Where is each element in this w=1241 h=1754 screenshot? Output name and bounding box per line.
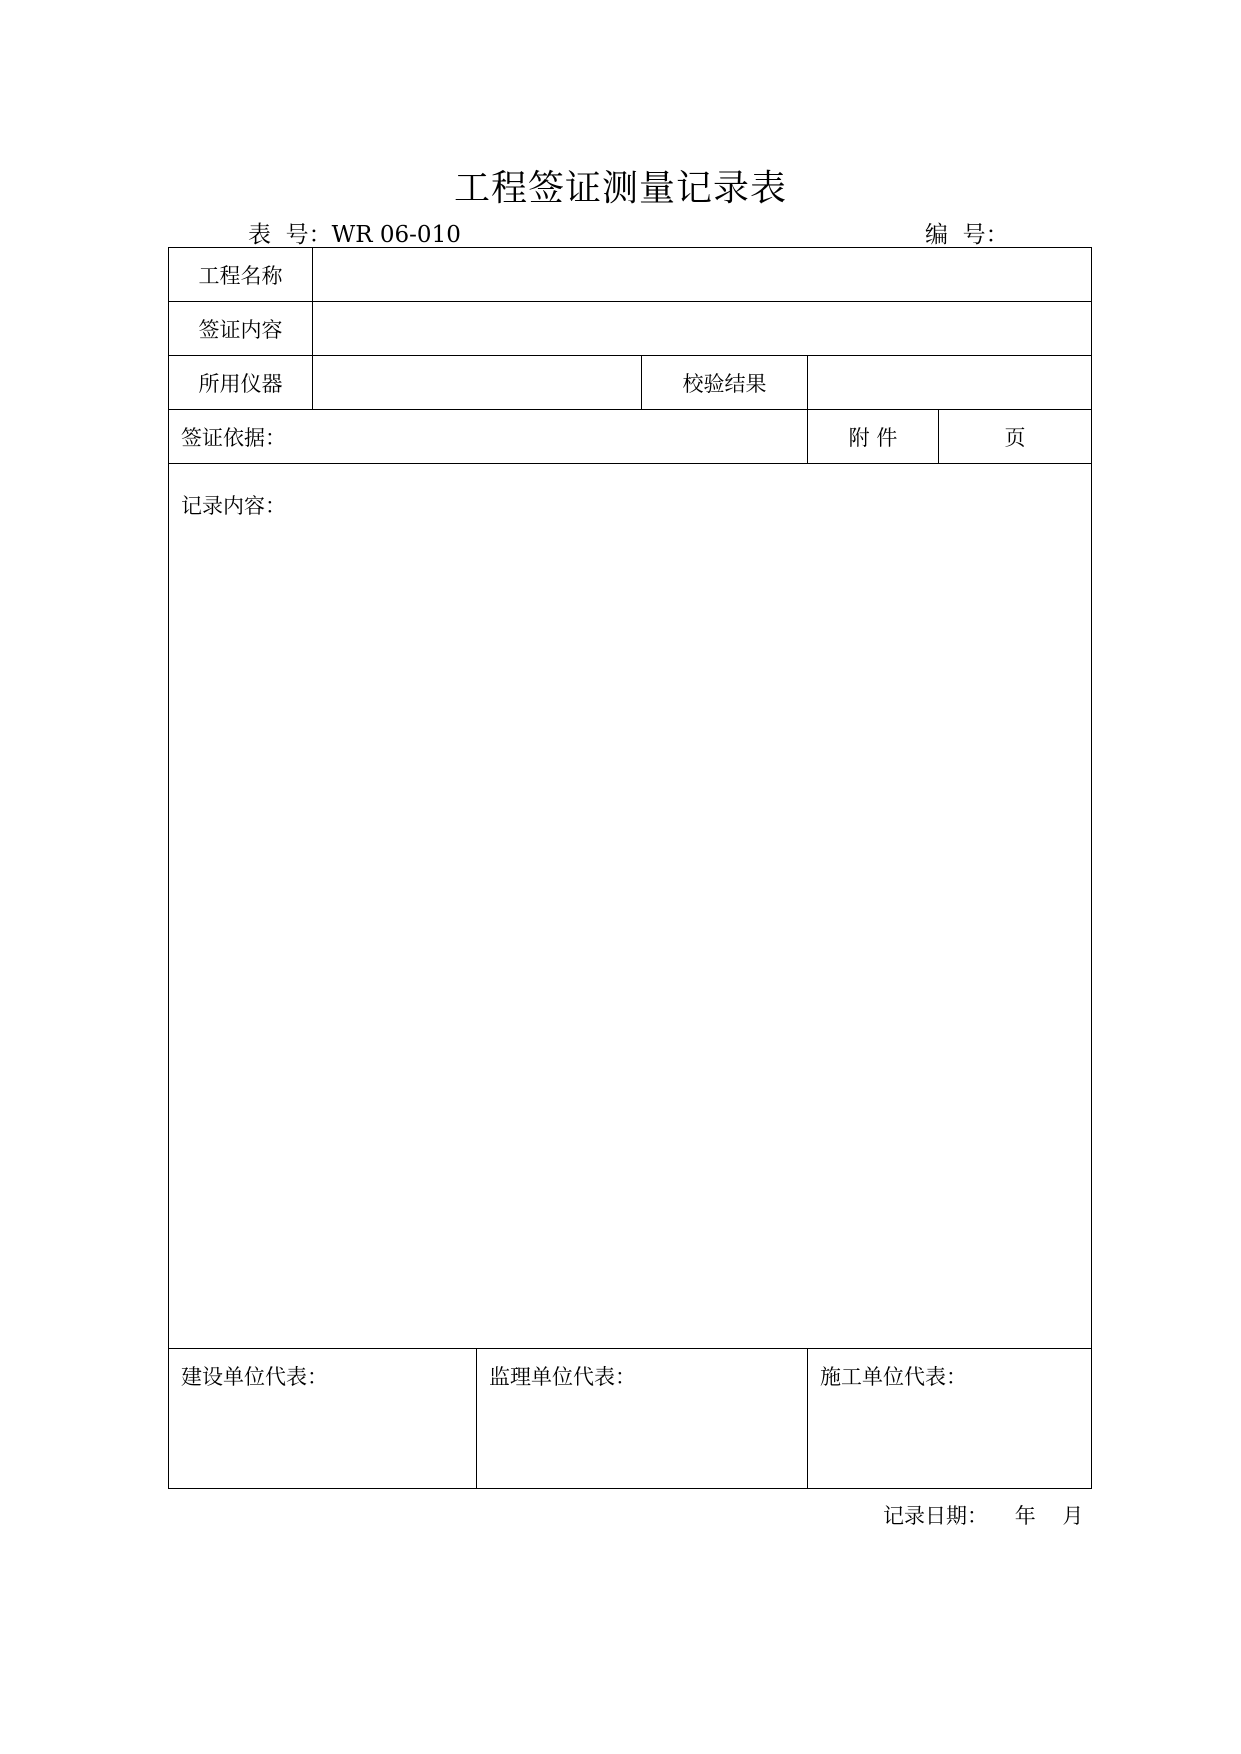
row-basis <box>169 410 1092 464</box>
page-title: 工程签证测量记录表 <box>453 168 787 209</box>
form-number <box>248 216 461 249</box>
supervisor-rep-cell[interactable] <box>477 1349 808 1489</box>
row-visa-content <box>169 302 1092 356</box>
visa-content-field[interactable] <box>313 302 1092 356</box>
calibration-label: 校验结果 <box>642 356 808 410</box>
contractor-rep-label: 施工单位代表： <box>820 1365 967 1389</box>
record-date <box>883 1500 1083 1530</box>
record-date-label: 记录日期： <box>883 1504 988 1528</box>
page-label: 页 <box>939 410 1092 464</box>
contractor-rep-cell[interactable] <box>808 1349 1092 1489</box>
form-number-label: 表 号： <box>248 222 332 248</box>
record-content-area[interactable] <box>169 464 1092 1349</box>
basis-label[interactable]: 签证依据： <box>169 410 808 464</box>
project-name-field[interactable] <box>313 248 1092 302</box>
owner-rep-cell[interactable] <box>169 1349 477 1489</box>
record-date-month: 月 <box>1062 1504 1084 1528</box>
serial-number <box>925 216 1009 249</box>
project-name-label: 工程名称 <box>169 248 313 302</box>
record-form-table <box>168 247 1092 1489</box>
serial-number-label: 编 号： <box>925 222 1009 248</box>
row-project-name <box>169 248 1092 302</box>
attachment-label: 附 件 <box>808 410 939 464</box>
supervisor-rep-label: 监理单位代表： <box>489 1365 636 1389</box>
calibration-field[interactable] <box>808 356 1092 410</box>
form-number-value: WR 06-010 <box>331 222 461 248</box>
row-record-content <box>169 464 1092 1349</box>
instrument-label: 所用仪器 <box>169 356 313 410</box>
record-date-year: 年 <box>1014 1504 1036 1528</box>
visa-content-label: 签证内容 <box>169 302 313 356</box>
owner-rep-label: 建设单位代表： <box>181 1365 328 1389</box>
row-signatures <box>169 1349 1092 1489</box>
record-content-label: 记录内容： <box>181 494 286 518</box>
instrument-field[interactable] <box>313 356 642 410</box>
row-instrument <box>169 356 1092 410</box>
